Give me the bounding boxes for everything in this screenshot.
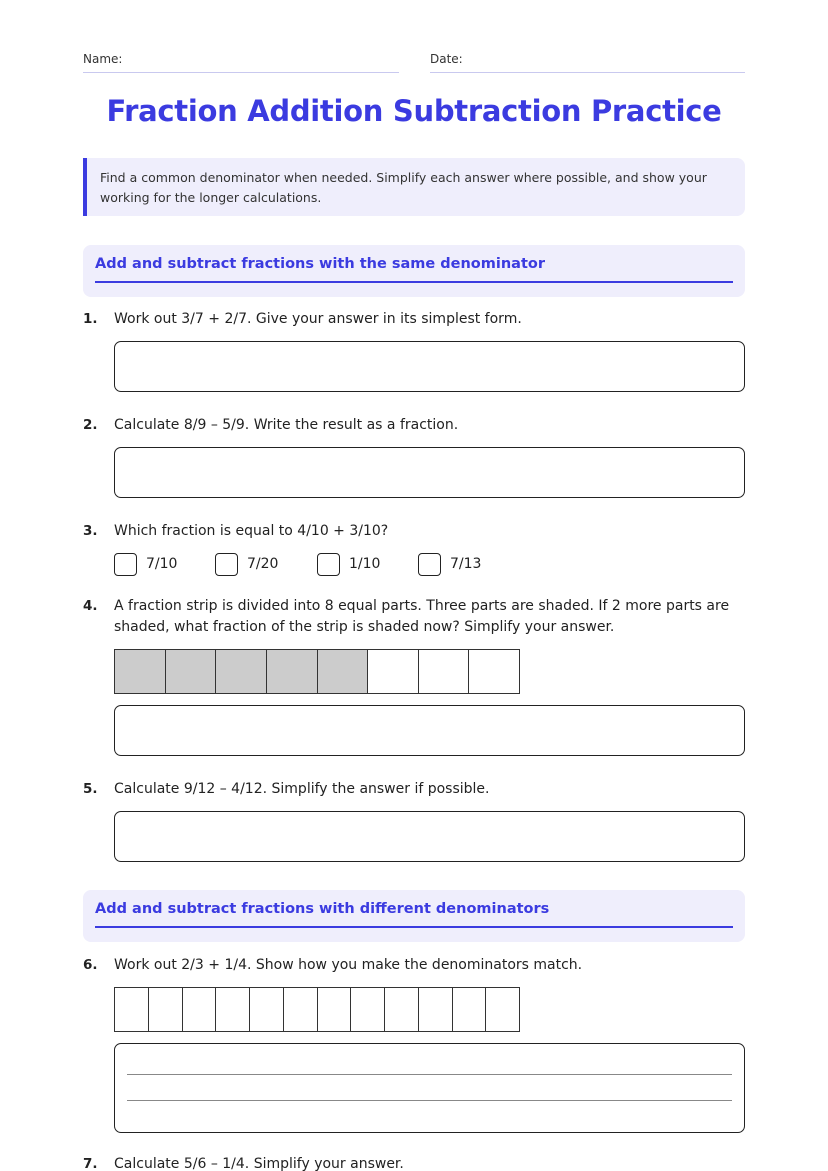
page-title: Fraction Addition Subtraction Practice bbox=[106, 94, 722, 128]
section-header-same-denominator bbox=[83, 245, 745, 297]
question-number: 7. bbox=[83, 1156, 98, 1171]
strip-cell bbox=[284, 988, 318, 1031]
question-number: 2. bbox=[83, 417, 98, 433]
instructions-box bbox=[83, 158, 745, 216]
header-fields bbox=[83, 52, 745, 74]
answer-box[interactable] bbox=[114, 341, 745, 392]
question-number: 5. bbox=[83, 781, 98, 797]
strip-cell-shaded bbox=[216, 650, 267, 693]
checkbox[interactable] bbox=[215, 553, 238, 576]
option-label: 7/20 bbox=[247, 556, 279, 572]
question-text: Which fraction is equal to 4/10 + 3/10? bbox=[114, 523, 389, 539]
instructions-text: Find a common denominator when needed. Simplify each answer where possible, and show your working for the longer calculations. bbox=[100, 170, 707, 205]
fraction-strip bbox=[114, 987, 520, 1032]
strip-cell-shaded bbox=[318, 650, 369, 693]
question-text: Calculate 9/12 – 4/12. Simplify the answer if possible. bbox=[114, 781, 490, 797]
strip-cell bbox=[486, 988, 519, 1031]
section-divider bbox=[95, 281, 733, 283]
date-label: Date: bbox=[430, 52, 463, 66]
section-title: Add and subtract fractions with the same denominator bbox=[95, 256, 545, 272]
name-label: Name: bbox=[83, 52, 123, 66]
strip-cell bbox=[351, 988, 385, 1031]
strip-cell bbox=[419, 988, 453, 1031]
option-label: 1/10 bbox=[349, 556, 381, 572]
checkbox[interactable] bbox=[418, 553, 441, 576]
name-field[interactable] bbox=[83, 52, 399, 73]
strip-cell bbox=[115, 988, 149, 1031]
checkbox[interactable] bbox=[114, 553, 137, 576]
answer-options bbox=[114, 553, 514, 577]
answer-box[interactable] bbox=[114, 447, 745, 498]
answer-box[interactable] bbox=[114, 705, 745, 756]
date-field[interactable] bbox=[430, 52, 745, 73]
strip-cell-shaded bbox=[166, 650, 217, 693]
question-number: 1. bbox=[83, 311, 98, 327]
strip-cell bbox=[419, 650, 470, 693]
section-header-different-denominators bbox=[83, 890, 745, 942]
question-number: 4. bbox=[83, 598, 98, 614]
fraction-strip bbox=[114, 649, 520, 694]
question-text: Calculate 8/9 – 5/9. Write the result as a fraction. bbox=[114, 417, 459, 433]
section-title: Add and subtract fractions with different denominators bbox=[95, 901, 550, 917]
question-text: Work out 2/3 + 1/4. Show how you make the denominators match. bbox=[114, 957, 583, 973]
strip-cell bbox=[453, 988, 487, 1031]
option-label: 7/13 bbox=[450, 556, 482, 572]
question-text: A fraction strip is divided into 8 equal parts. Three parts are shaded. If 2 more parts are shaded, what fraction of the strip is shaded now? Simplify your answer. bbox=[114, 598, 730, 635]
question-text: Calculate 5/6 – 1/4. Simplify your answer. bbox=[114, 1156, 404, 1171]
strip-cell-shaded bbox=[115, 650, 166, 693]
section-divider bbox=[95, 926, 733, 928]
writing-line bbox=[127, 1100, 732, 1101]
option-label: 7/10 bbox=[146, 556, 178, 572]
strip-cell bbox=[318, 988, 352, 1031]
writing-line bbox=[127, 1074, 732, 1075]
question-text: Work out 3/7 + 2/7. Give your answer in its simplest form. bbox=[114, 311, 522, 327]
checkbox[interactable] bbox=[317, 553, 340, 576]
answer-box[interactable] bbox=[114, 811, 745, 862]
working-box[interactable] bbox=[114, 1043, 745, 1133]
question-number: 6. bbox=[83, 957, 98, 973]
strip-cell bbox=[183, 988, 217, 1031]
strip-cell bbox=[216, 988, 250, 1031]
strip-cell bbox=[469, 650, 519, 693]
strip-cell-shaded bbox=[267, 650, 318, 693]
strip-cell bbox=[149, 988, 183, 1031]
strip-cell bbox=[385, 988, 419, 1031]
question-number: 3. bbox=[83, 523, 98, 539]
strip-cell bbox=[368, 650, 419, 693]
strip-cell bbox=[250, 988, 284, 1031]
